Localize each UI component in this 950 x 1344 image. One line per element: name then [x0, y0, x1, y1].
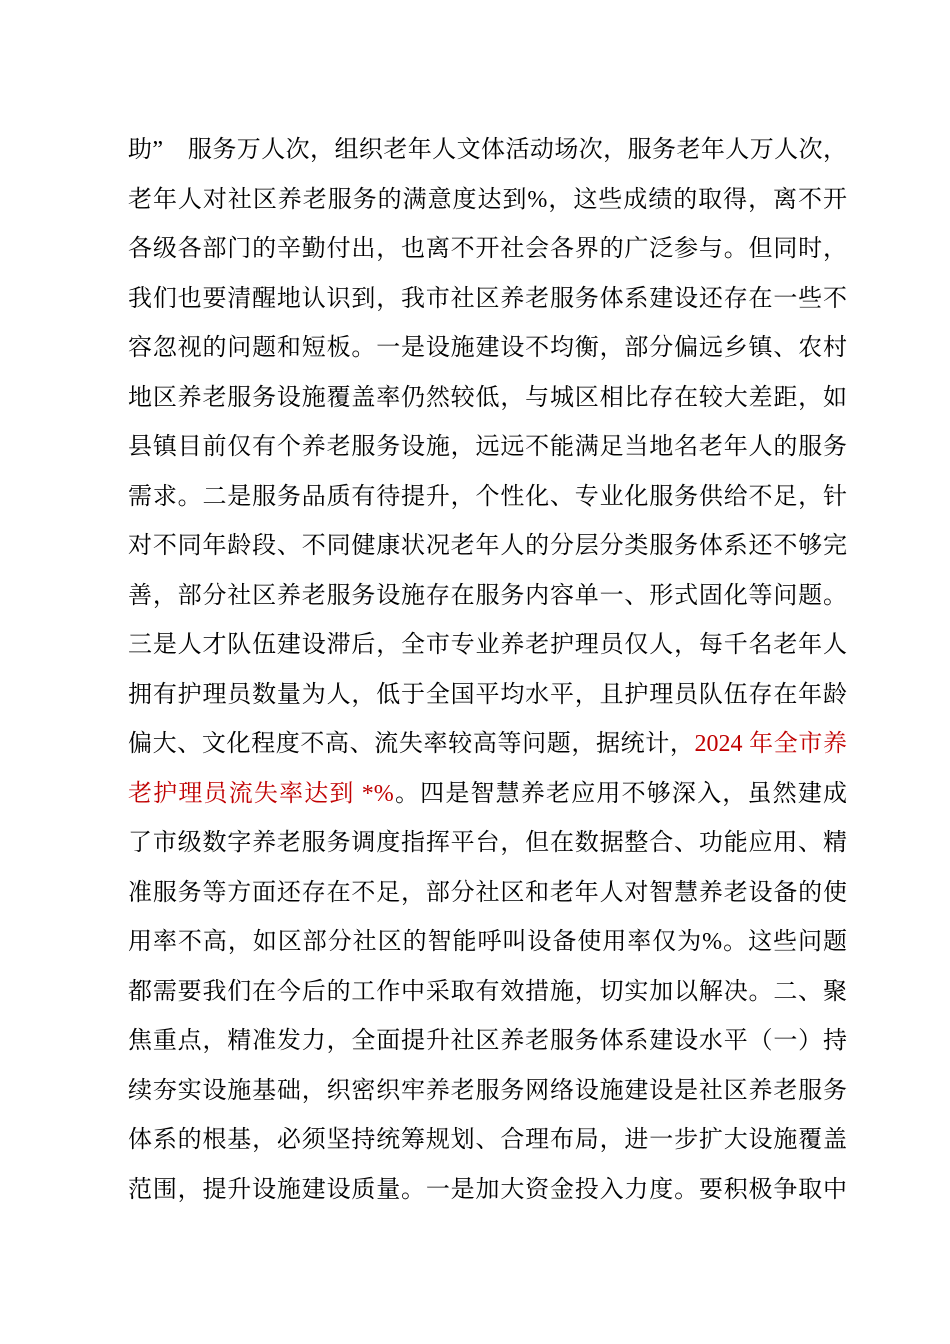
text-segment: 我们也要清醒地认识到，我市社区养老服务体系建设还存在一些不 — [128, 285, 847, 312]
text-line — [128, 423, 847, 473]
text-segment: 范围，提升设施建设质量。一是加大资金投入力度。要积极争取中 — [128, 1176, 847, 1203]
text-segment: 都需要我们在今后的工作中采取有效措施，切实加以解决。二、聚 — [128, 978, 847, 1005]
text-line — [128, 770, 847, 820]
text-segment: 善，部分社区养老服务设施存在服务内容单一、形式固化等问题。 — [128, 582, 847, 609]
text-segment: 用率不高，如区部分社区的智能呼叫设备使用率仅为%。这些问题 — [128, 929, 847, 955]
text-line — [128, 572, 847, 622]
text-line — [128, 225, 847, 275]
text-line — [128, 869, 847, 919]
text-segment: 拥有护理员数量为人，低于全国平均水平，且护理员队伍存在年龄 — [128, 681, 847, 708]
text-line — [128, 720, 847, 770]
text-segment: 助” 服务万人次，组织老年人文体活动场次，服务老年人万人次， — [128, 137, 847, 163]
text-segment: 对不同年龄段、不同健康状况老年人的分层分类服务体系还不够完 — [128, 533, 847, 559]
text-line — [128, 671, 847, 721]
text-segment: 了市级数字养老服务调度指挥平台，但在数据整合、功能应用、精 — [128, 830, 847, 856]
document-body — [128, 126, 847, 1215]
text-segment: 偏大、文化程度不高、流失率较高等问题，据统计， — [128, 731, 695, 757]
text-segment: 。四是智慧养老应用不够深入，虽然建成 — [393, 780, 847, 807]
text-line — [128, 522, 847, 572]
text-segment: 需求。二是服务品质有待提升，个性化、专业化服务供给不足，针 — [128, 483, 847, 510]
text-line — [128, 621, 847, 671]
text-segment: 焦重点，精准发力，全面提升社区养老服务体系建设水平（一）持 — [128, 1028, 847, 1054]
text-line — [128, 1166, 847, 1216]
text-line — [128, 968, 847, 1018]
text-segment: 地区养老服务设施覆盖率仍然较低，与城区相比存在较大差距，如 — [128, 384, 847, 411]
text-line — [128, 918, 847, 968]
text-line — [128, 374, 847, 424]
text-line — [128, 1067, 847, 1117]
text-segment: 容忽视的问题和短板。一是设施建设不均衡，部分偏远乡镇、农村 — [128, 335, 847, 361]
text-line — [128, 275, 847, 325]
text-segment: 县镇目前仅有个养老服务设施，远远不能满足当地名老年人的服务 — [128, 434, 847, 460]
text-segment: 续夯实设施基础，织密织牢养老服务网络设施建设是社区养老服务 — [128, 1077, 847, 1104]
text-line — [128, 819, 847, 869]
highlighted-statistic-text: 2024 年全市养 — [694, 731, 847, 757]
text-line — [128, 473, 847, 523]
highlighted-statistic-text: 老护理员流失率达到 *% — [128, 780, 394, 807]
text-line — [128, 1116, 847, 1166]
text-line — [128, 1017, 847, 1067]
text-segment: 老年人对社区养老服务的满意度达到%，这些成绩的取得，离不开 — [128, 186, 847, 213]
text-segment: 各级各部门的辛勤付出，也离不开社会各界的广泛参与。但同时， — [128, 236, 847, 262]
text-segment: 准服务等方面还存在不足，部分社区和老年人对智慧养老设备的使 — [128, 879, 847, 906]
text-line — [128, 176, 847, 226]
text-line — [128, 324, 847, 374]
text-segment: 三是人才队伍建设滞后，全市专业养老护理员仅人，每千名老年人 — [128, 632, 847, 658]
text-line — [128, 126, 847, 176]
text-segment: 体系的根基，必须坚持统筹规划、合理布局，进一步扩大设施覆盖 — [128, 1127, 847, 1153]
